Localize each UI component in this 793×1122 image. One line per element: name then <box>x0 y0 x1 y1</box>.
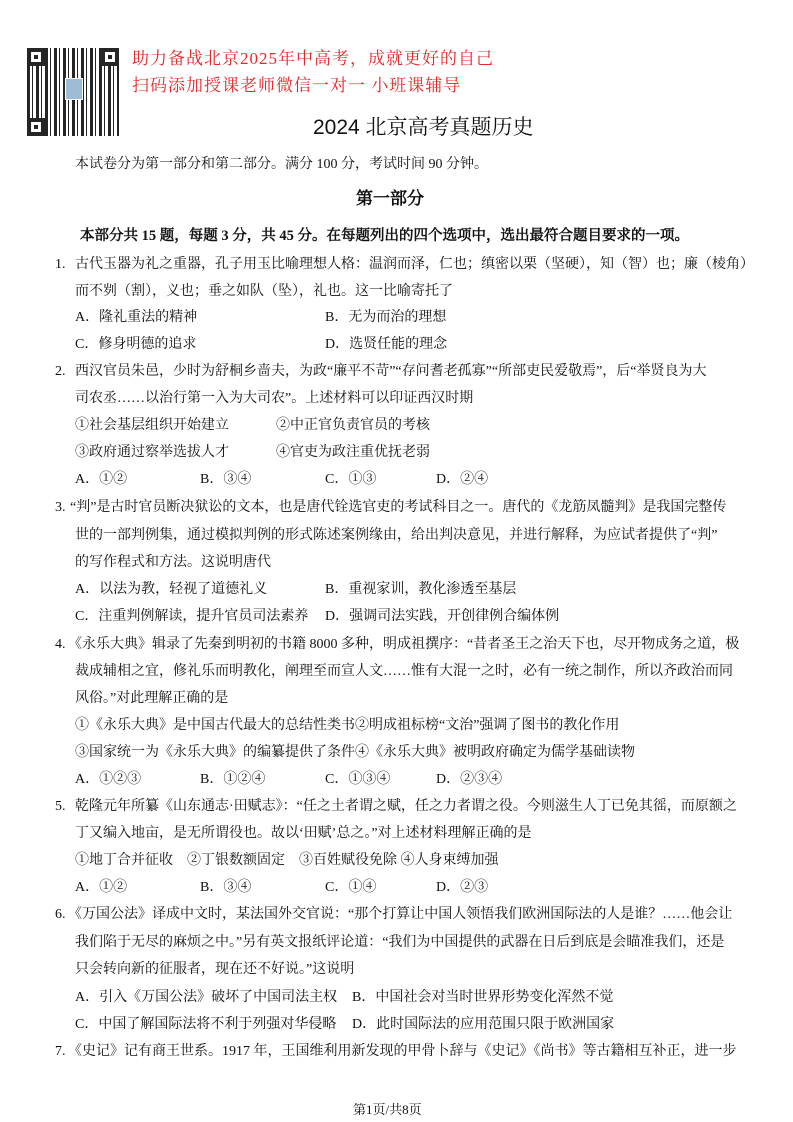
intro-text: 本试卷分为第一部分和第二部分。满分 100 分，考试时间 90 分钟。 <box>75 157 488 172</box>
statement-item: ③国家统一为《永乐大典》的编纂提供了条件④《永乐大典》被明政府确定为儒学基础读物 <box>75 745 635 760</box>
statement-item: ①社会基层组织开始建立 <box>75 418 229 433</box>
option-c[interactable]: C．中国了解国际法将不利于列强对华侵略 <box>75 1017 337 1032</box>
option-d[interactable]: D．②④ <box>436 472 489 487</box>
option-b[interactable]: B．重视家训，教化渗透至基层 <box>325 582 517 597</box>
option-c[interactable]: C．①③④ <box>325 772 391 787</box>
statement-item: ④官吏为政注重优抚老弱 <box>276 445 430 460</box>
option-a[interactable]: A．隆礼重法的精神 <box>75 310 198 325</box>
option-d[interactable]: D．②③④ <box>436 772 503 787</box>
question-stem-line: 乾隆元年所纂《山东通志·田赋志》：“任之土者谓之赋，任之力者谓之役。今则滋生人丁已免其徭，而原额之 <box>75 799 737 814</box>
question-number: 4. <box>55 637 66 652</box>
qr-finder <box>27 118 45 136</box>
question-number: 6. <box>55 907 66 922</box>
question-stem-line: 司农丞……以治行第一入为大司农”。上述材料可以印证西汉时期 <box>75 391 474 406</box>
question-number: 3. <box>55 500 66 515</box>
option-b[interactable]: B．③④ <box>200 472 252 487</box>
qr-code[interactable] <box>27 48 119 136</box>
statement-item: ③政府通过察举选拔人才 <box>75 445 229 460</box>
promo-line-2: 扫码添加授课老师微信一对一 小班课辅导 <box>132 76 462 95</box>
question-stem-line: “判”是古时官员断决狱讼的文本，也是唐代铨选官吏的考试科目之一。唐代的《龙筋凤髓判》是我国完整传 <box>70 500 727 515</box>
question-stem-line: 的写作程式和方法。这说明唐代 <box>75 555 271 570</box>
part-instruction: 本部分共 15 题，每题 3 分，共 45 分。在每题列出的四个选项中，选出最符合题目要求的一项。 <box>80 228 689 244</box>
promo-line-1: 助力备战北京2025年中高考，成就更好的自己 <box>132 49 494 68</box>
option-a[interactable]: A．引入《万国公法》破坏了中国司法主权 <box>75 990 338 1005</box>
question-stem-line: 只会转向新的征服者，现在还不好说。”这说明 <box>75 962 355 977</box>
option-c[interactable]: C．①④ <box>325 880 377 895</box>
qr-finder <box>27 48 45 66</box>
statement-item: ①《永乐大典》是中国古代最大的总结性类书②明成祖标榜“文治”强调了图书的教化作用 <box>75 718 620 733</box>
option-b[interactable]: B．无为而治的理想 <box>325 310 447 325</box>
question-stem-line: 《万国公法》译成中文时，某法国外交官说：“那个打算让中国人领悟我们欧洲国际法的人是谁？……他会让 <box>68 907 733 922</box>
option-c[interactable]: C．①③ <box>325 472 377 487</box>
option-d[interactable]: D．强调司法实践，开创律例合编体例 <box>325 609 560 624</box>
question-stem-line: 世的一部判例集，通过模拟判例的形式陈述案例缘由，给出判决意见，并进行解释，为应试者提供了“判” <box>75 528 718 543</box>
page-footer: 第1页/共8页 <box>353 1102 422 1117</box>
option-d[interactable]: D．选贤任能的理念 <box>325 337 448 352</box>
question-stem-line: 丁又编入地亩，是无所谓役也。故以‘田赋’总之。”对上述材料理解正确的是 <box>75 826 532 841</box>
option-a[interactable]: A．①② <box>75 880 128 895</box>
question-stem-line: 我们陷于无尽的麻烦之中。”另有英文报纸评论道：“我们为中国提供的武器在日后到底是会瞄准我们，还是 <box>75 935 725 950</box>
option-b[interactable]: B．中国社会对当时世界形势变化浑然不觉 <box>352 990 614 1005</box>
question-stem-line: 西汉官员朱邑，少时为舒桐乡啬夫，为政“廉平不苛”“存问耆老孤寡”“所部吏民爱敬焉”，后“举贤良为大 <box>75 364 707 379</box>
option-b[interactable]: B．①②④ <box>200 772 266 787</box>
qr-logo-image <box>65 78 83 100</box>
option-a[interactable]: A．以法为教，轻视了道德礼义 <box>75 582 268 597</box>
option-a[interactable]: A．①②③ <box>75 772 142 787</box>
question-number: 5. <box>55 799 66 814</box>
page-title: 2024 北京高考真题历史 <box>313 116 534 139</box>
question-number: 1. <box>55 257 66 272</box>
option-d[interactable]: D．此时国际法的应用范围只限于欧洲国家 <box>352 1017 615 1032</box>
option-d[interactable]: D．②③ <box>436 880 489 895</box>
question-stem-line: 古代玉器为礼之重器，孔子用玉比喻理想人格：温润而泽，仁也；缜密以栗（坚硬），知（智）也；廉（棱角） <box>75 257 754 272</box>
part-heading: 第一部分 <box>356 189 424 208</box>
option-c[interactable]: C．修身明德的追求 <box>75 337 197 352</box>
qr-finder <box>101 48 119 66</box>
option-c[interactable]: C．注重判例解读，提升官员司法素养 <box>75 609 309 624</box>
question-number: 2. <box>55 364 66 379</box>
question-stem-line: 而不刿（割），义也；垂之如队（坠），礼也。这一比喻寄托了 <box>75 284 453 299</box>
option-b[interactable]: B．③④ <box>200 880 252 895</box>
statement-item: ②中正官负责官员的考核 <box>276 418 430 433</box>
option-a[interactable]: A．①② <box>75 472 128 487</box>
question-stem-line: 《永乐大典》辑录了先秦到明初的书籍 8000 多种，明成祖撰序：“昔者圣王之治天下也，尽开物成务之道，极 <box>68 637 740 652</box>
statement-item: ①地丁合并征收 ②丁银数额固定 ③百姓赋役免除 ④人身束缚加强 <box>75 853 499 868</box>
question-stem-line: 风俗。”对此理解正确的是 <box>75 691 229 706</box>
question-stem-line: 《史记》记有商王世系。1917 年，王国维利用新发现的甲骨卜辞与《史记》《尚书》等古籍相互补正，进一步 <box>68 1044 737 1059</box>
question-stem-line: 裁成辅相之宜，修礼乐而明教化，阐理至而宣人文……惟有大混一之时，必有一统之制作，所以齐政治而同 <box>75 664 733 679</box>
question-number: 7. <box>55 1044 66 1059</box>
